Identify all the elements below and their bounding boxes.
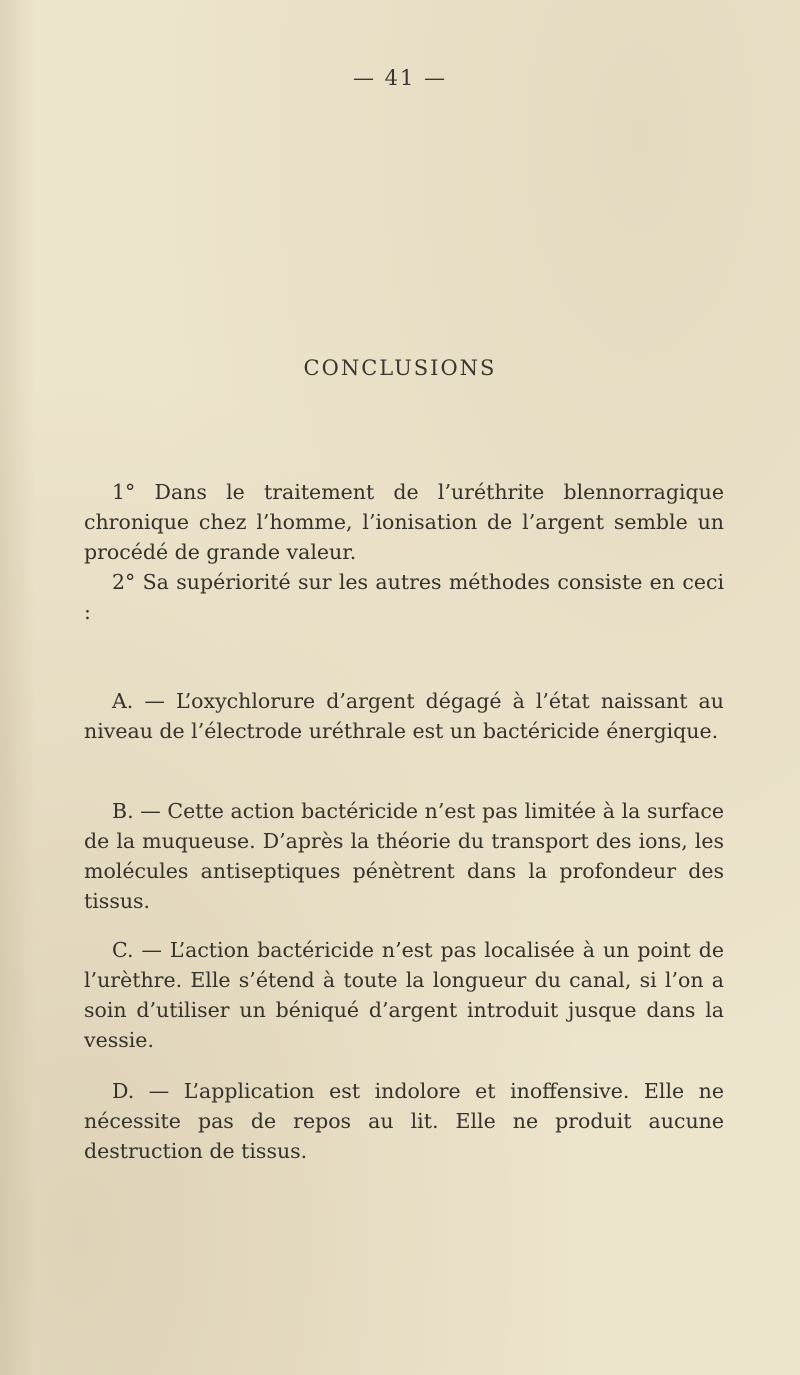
- paragraph-C: [84, 935, 724, 1055]
- paragraph-text: D. — L’application est indolore et inoffensive. Elle ne nécessite pas de repos au lit. Elle ne produit aucune destruction de tissus.: [84, 1079, 724, 1163]
- paragraph-D: [84, 1076, 724, 1166]
- paragraph-1: [84, 477, 724, 567]
- section-heading: CONCLUSIONS: [303, 356, 497, 380]
- paragraph-2: [84, 567, 724, 627]
- page-number: — 41 —: [352, 66, 448, 90]
- paragraph-A: [84, 686, 724, 746]
- paragraph-text: A. — L’oxychlorure d’argent dégagé à l’état naissant au niveau de l’électrode uréthrale est un bactéricide énergique.: [84, 689, 724, 743]
- paragraph-text: 2° Sa supériorité sur les autres méthodes consiste en ceci :: [84, 570, 724, 624]
- paragraph-B: [84, 796, 724, 916]
- paragraph-text: B. — Cette action bactéricide n’est pas limitée à la surface de la muqueuse. D’après la théorie du transport des ions, les molécules antiseptiques pénètrent dans la profondeur des tissus.: [84, 799, 724, 913]
- paragraph-text: C. — L’action bactéricide n’est pas localisée à un point de l’urèthre. Elle s’étend à toute la longueur du canal, si l’on a soin d’utiliser un béniqué d’argent introduit jusque dans la vessie.: [84, 938, 724, 1052]
- paragraph-text: 1° Dans le traitement de l’uréthrite blennorragique chronique chez l’homme, l’ionisation de l’argent semble un procédé de grande valeur.: [84, 480, 724, 564]
